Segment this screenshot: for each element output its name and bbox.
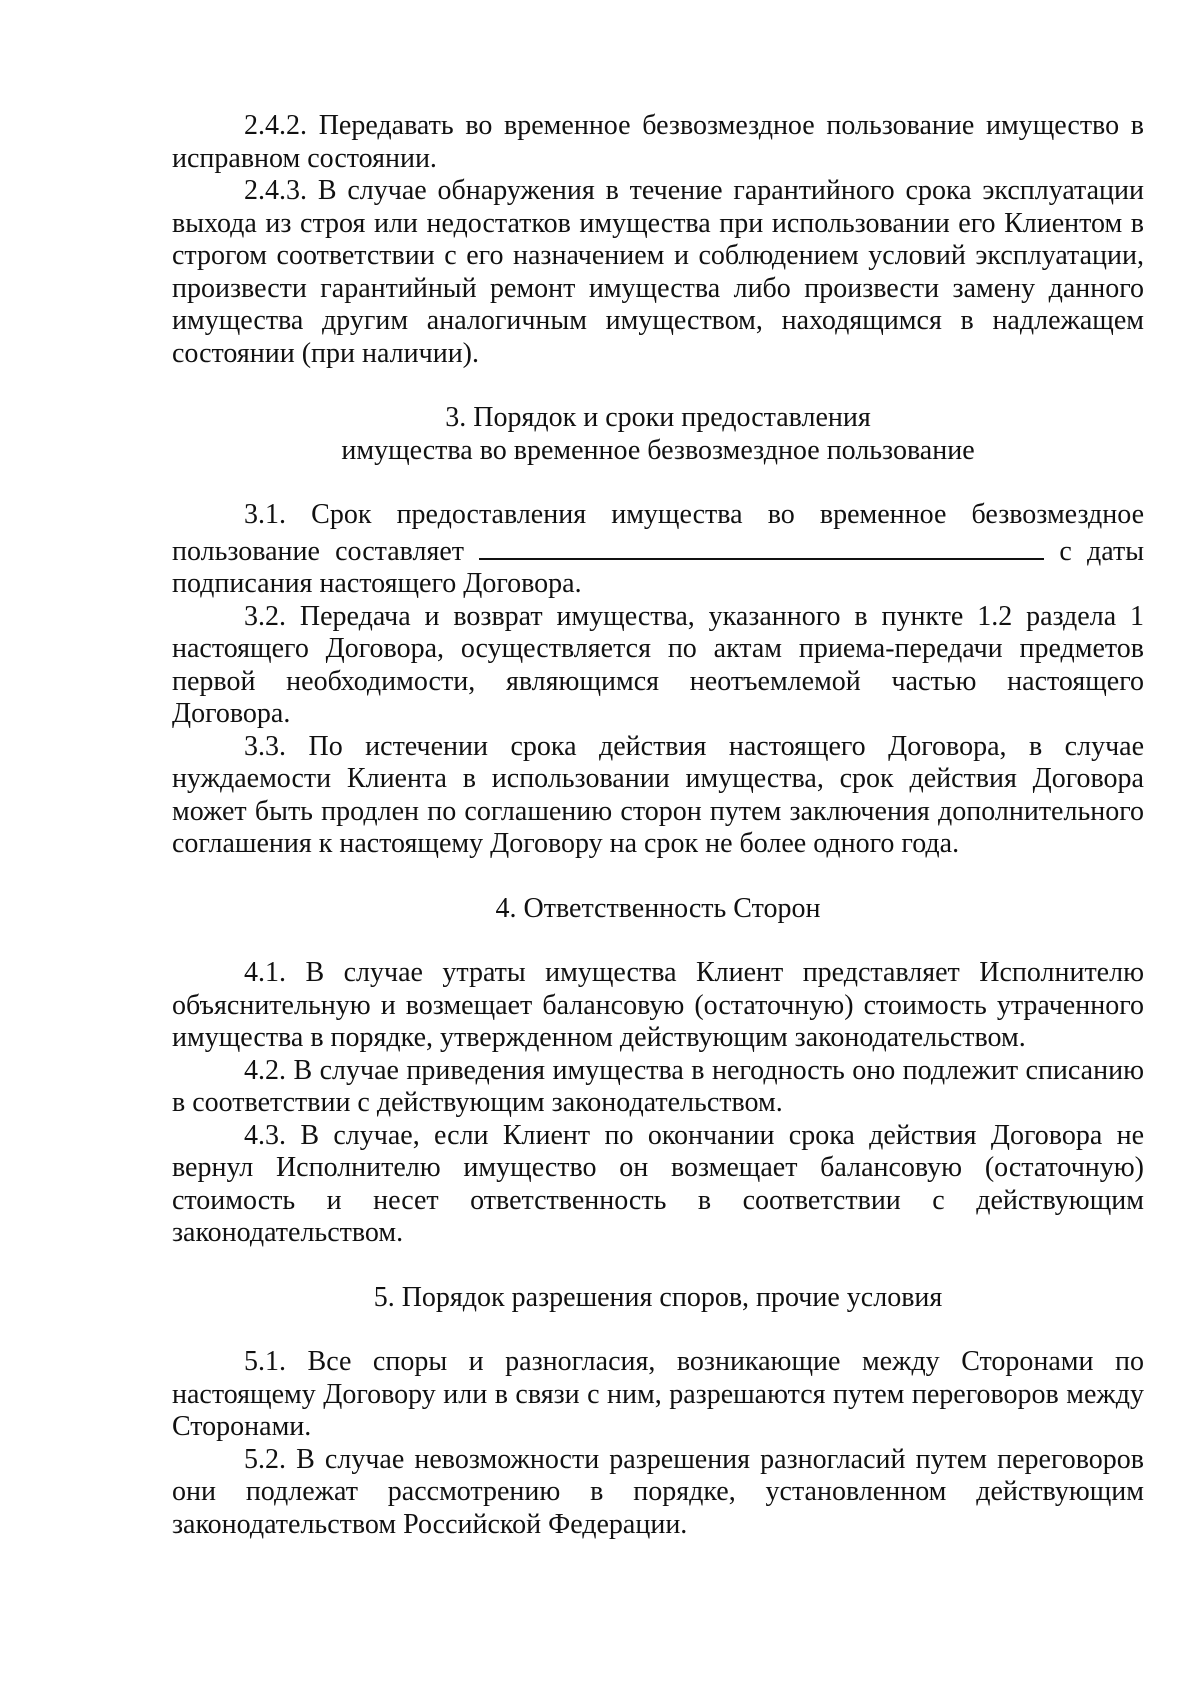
clause-4-2: 4.2. В случае приведения имущества в негодность оно подлежит списанию в соответствии с действующим законодательством. [172, 1054, 1144, 1118]
clause-5-1: 5.1. Все споры и разногласия, возникающие между Сторонами по настоящему Договору или в связи с ним, разрешаются путем переговоров между Сторонами. [172, 1346, 1144, 1442]
clause-4-3: 4.3. В случае, если Клиент по окончании срока действия Договора не вернул Исполнителю имущество он возмещает балансовую (остаточную) стоимость и несет ответственность в соответствии с действующим законодательством. [172, 1119, 1144, 1248]
blank-fill-line[interactable] [479, 532, 1044, 560]
clause-4-1: 4.1. В случае утраты имущества Клиент представляет Исполнителю объяснительную и возмещает балансовую (остаточную) стоимость утраченного имущества в порядке, утвержденном действующим законодательством. [172, 957, 1144, 1053]
clause-3-1 [172, 499, 1144, 601]
spacer [172, 925, 1144, 957]
clause-3-3: 3.3. По истечении срока действия настоящего Договора, в случае нуждаемости Клиента в использовании имущества, срок действия Договора может быть продлен по соглашению сторон путем заключения дополнительного соглашения к настоящему Договору на срок не более одного года. [172, 730, 1144, 859]
section-5-heading: 5. Порядок разрешения споров, прочие условия [373, 1281, 943, 1313]
spacer [172, 370, 1144, 402]
clause-3-2: 3.2. Передача и возврат имущества, указанного в пункте 1.2 раздела 1 настоящего Договора, осуществляется по актам приема-передачи предметов первой необходимости, являющимся неотъемлемой частью настоящего Договора. [172, 600, 1144, 729]
spacer [172, 861, 1144, 893]
spacer [172, 1314, 1144, 1346]
clause-2-4-2: 2.4.2. Передавать во временное безвозмездное пользование имущество в исправном состоянии. [172, 110, 1144, 174]
spacer [172, 467, 1144, 499]
clause-2-4-3: 2.4.3. В случае обнаружения в течение гарантийного срока эксплуатации выхода из строя или недостатков имущества при использовании его Клиентом в строгом соответствии с его назначением и соблюдением условий эксплуатации, произвести гарантийный ремонт имущества либо произвести замену данного имущества другим аналогичным имуществом, находящимся в надлежащем состоянии (при наличии). [172, 175, 1144, 369]
spacer [172, 1250, 1144, 1282]
section-4-heading: 4. Ответственность Сторон [495, 892, 821, 924]
clause-5-2: 5.2. В случае невозможности разрешения разногласий путем переговоров они подлежат рассмотрению в порядке, установленном действующим законодательством Российской Федерации. [172, 1443, 1144, 1540]
section-3-heading-line-1: 3. Порядок и сроки предоставления [445, 402, 871, 433]
clause-3-1-text-after: с даты подписания настоящего Договора. [172, 535, 1145, 599]
section-3-heading-line-2: имущества во временное безвозмездное пользование [341, 434, 975, 466]
document-page [172, 110, 1144, 1541]
clause-3-1-text-before: 3.1. Срок предоставления имущества во временное безвозмездное пользование составляет [172, 499, 1144, 567]
